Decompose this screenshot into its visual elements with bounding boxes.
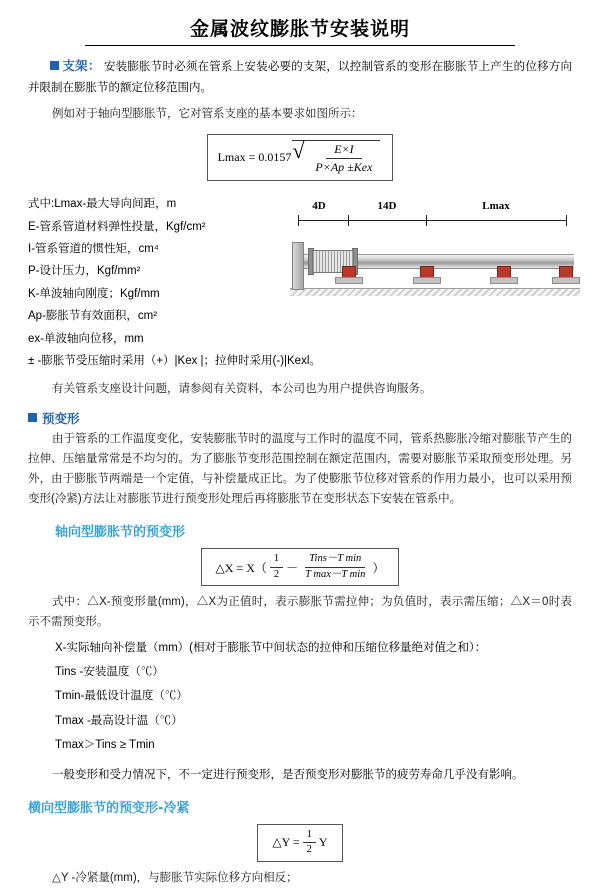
definition-item: K-单波轴向刚度；Kgf/mm (28, 287, 160, 300)
support-2 (413, 266, 439, 286)
formula-lmax-num: E×I (326, 142, 361, 159)
illustration-dimension-labels (290, 200, 580, 214)
bracket-heading: 支架： (62, 59, 101, 73)
definition-item: I-管系管道的惯性矩，cm⁴ (28, 242, 159, 255)
axial-footnote: 一般变形和受力情况下，不一定进行预变形，是否预变形对膨胀节的疲劳寿命几乎没有影响。 (52, 768, 524, 781)
predeform-heading: 预变形 (42, 411, 80, 426)
formula-lmax-wrap (0, 124, 600, 187)
axial-item: Tmin-最低设计温度（℃） (55, 690, 188, 703)
axial-item: Tins -安装温度（℃） (55, 665, 164, 678)
dim-label-4d: 4D (312, 200, 326, 212)
definition-item: 式中:Lmax-最大导向间距，m (28, 198, 177, 211)
sqrt-symbol-icon: √ $\frac{E\times I}{\text{P×Ap ±Kex}}$ (292, 140, 380, 175)
axial-formula-lhs: △X = X（ (215, 560, 267, 575)
bracket-section (28, 56, 572, 98)
axial-formula (201, 548, 400, 586)
dimension-lines (290, 214, 580, 226)
definition-item: ex-单波轴向位移，mm (28, 332, 144, 345)
formula-lmax-den: P×Ap ±Kex (315, 160, 373, 175)
support-3 (490, 266, 516, 286)
anchor-left (292, 242, 304, 290)
definition-item: ± -膨胀节受压缩时采用（+）|Kex |；拉伸时采用(-)|Kexl。 (28, 355, 321, 368)
lateral-formula-rhs: Y (318, 835, 328, 850)
blue-square-bullet-icon (28, 413, 37, 422)
axial-item: Tmax＞Tins ≥ Tmin (55, 739, 155, 752)
definition-item: P-设计压力，Kgf/mm² (28, 265, 141, 278)
document-page (0, 14, 600, 884)
lateral-formula-half: $\frac{1}{2}$ (303, 829, 316, 857)
bracket-paragraph: 安装膨胀节时必须在管系上安装必要的支架，以控制管系的变形在膨胀节上产生的位移方向并限制在膨胀节的额定位移范围内。 (28, 61, 572, 94)
definition-item: Ap-膨胀节有效面积，cm² (28, 310, 158, 323)
axial-formula-minus: － (286, 560, 299, 575)
consult-paragraph: 有关管系支座设计问题，请参阅有关资料，本公司也为用户提供咨询服务。 (52, 382, 432, 395)
axial-explain: 式中：△X-预变形量(mm)，△X为正值时，表示膨胀节需拉伸；为负值时，表示需压缩；△X＝0时表示不需预变形。 (28, 596, 572, 629)
bracket-example: 例如对于轴向型膨胀节，它对管系支座的基本要求如图所示： (52, 108, 363, 120)
title-divider (85, 45, 515, 46)
formula-lmax-lhs: Lmax = 0.0157 (217, 150, 292, 165)
support-4 (552, 266, 578, 286)
axial-formula-rhs: ） (372, 560, 385, 575)
page-title: 金属波纹膨胀节安装说明 (189, 18, 410, 40)
support-1 (335, 266, 361, 286)
lateral-formula-lhs: △Y = (272, 835, 300, 850)
lateral-subheading: 横向型膨胀节的预变形-冷紧 (28, 800, 190, 816)
dim-label-14d: 14D (377, 200, 397, 212)
axial-item: Tmax -最高设计温（℃） (55, 714, 183, 727)
ground-hatch (290, 288, 580, 296)
lateral-formula-wrap (0, 824, 600, 862)
axial-formula-half: $\frac{1}{2}$ (270, 553, 283, 581)
formula-lmax (207, 134, 394, 181)
dim-label-lmax: Lmax (482, 200, 510, 212)
lateral-formula (257, 824, 342, 862)
axial-item: X-实际轴向补偿量（mm）(相对于膨胀节中间状态的拉伸和压缩位移量绝对值之和）： (55, 641, 487, 654)
pipe-support-illustration (290, 200, 580, 312)
pipe-drawing (290, 228, 580, 300)
predeform-paragraph: 由于管系的工作温度变化，安装膨胀节时的温度与工作时的温度不同，管系热膨胀冷缩对膨胀节产生的拉伸、压缩量常常是不均匀的。为了膨胀节变形范围控制在额定范围内，需要对膨胀节采取预变形处理。另外，由于膨胀节两端是一个定值，与补偿量成正比。为了使膨胀节位移对管系的作用力最小，也可以采用预变形(冷紧)方法让对膨胀节进行预变形处理后再将膨胀节在变形状态下安装在管系中。 (28, 432, 572, 505)
blue-square-bullet-icon (50, 61, 59, 70)
lateral-explain: △Y -冷紧量(mm)，与膨胀节实际位移方向相反； (52, 871, 298, 884)
predeform-heading-row (28, 409, 572, 427)
definition-item: E-管系管道材料弹性投量，Kgf/cm² (28, 220, 206, 233)
axial-subheading: 轴向型膨胀节的预变形 (55, 525, 186, 541)
axial-formula-wrap (0, 548, 600, 586)
axial-formula-temp-ratio: $\frac{\text{Tins－T min}}{\text{T max－T min}}$ (305, 553, 366, 580)
